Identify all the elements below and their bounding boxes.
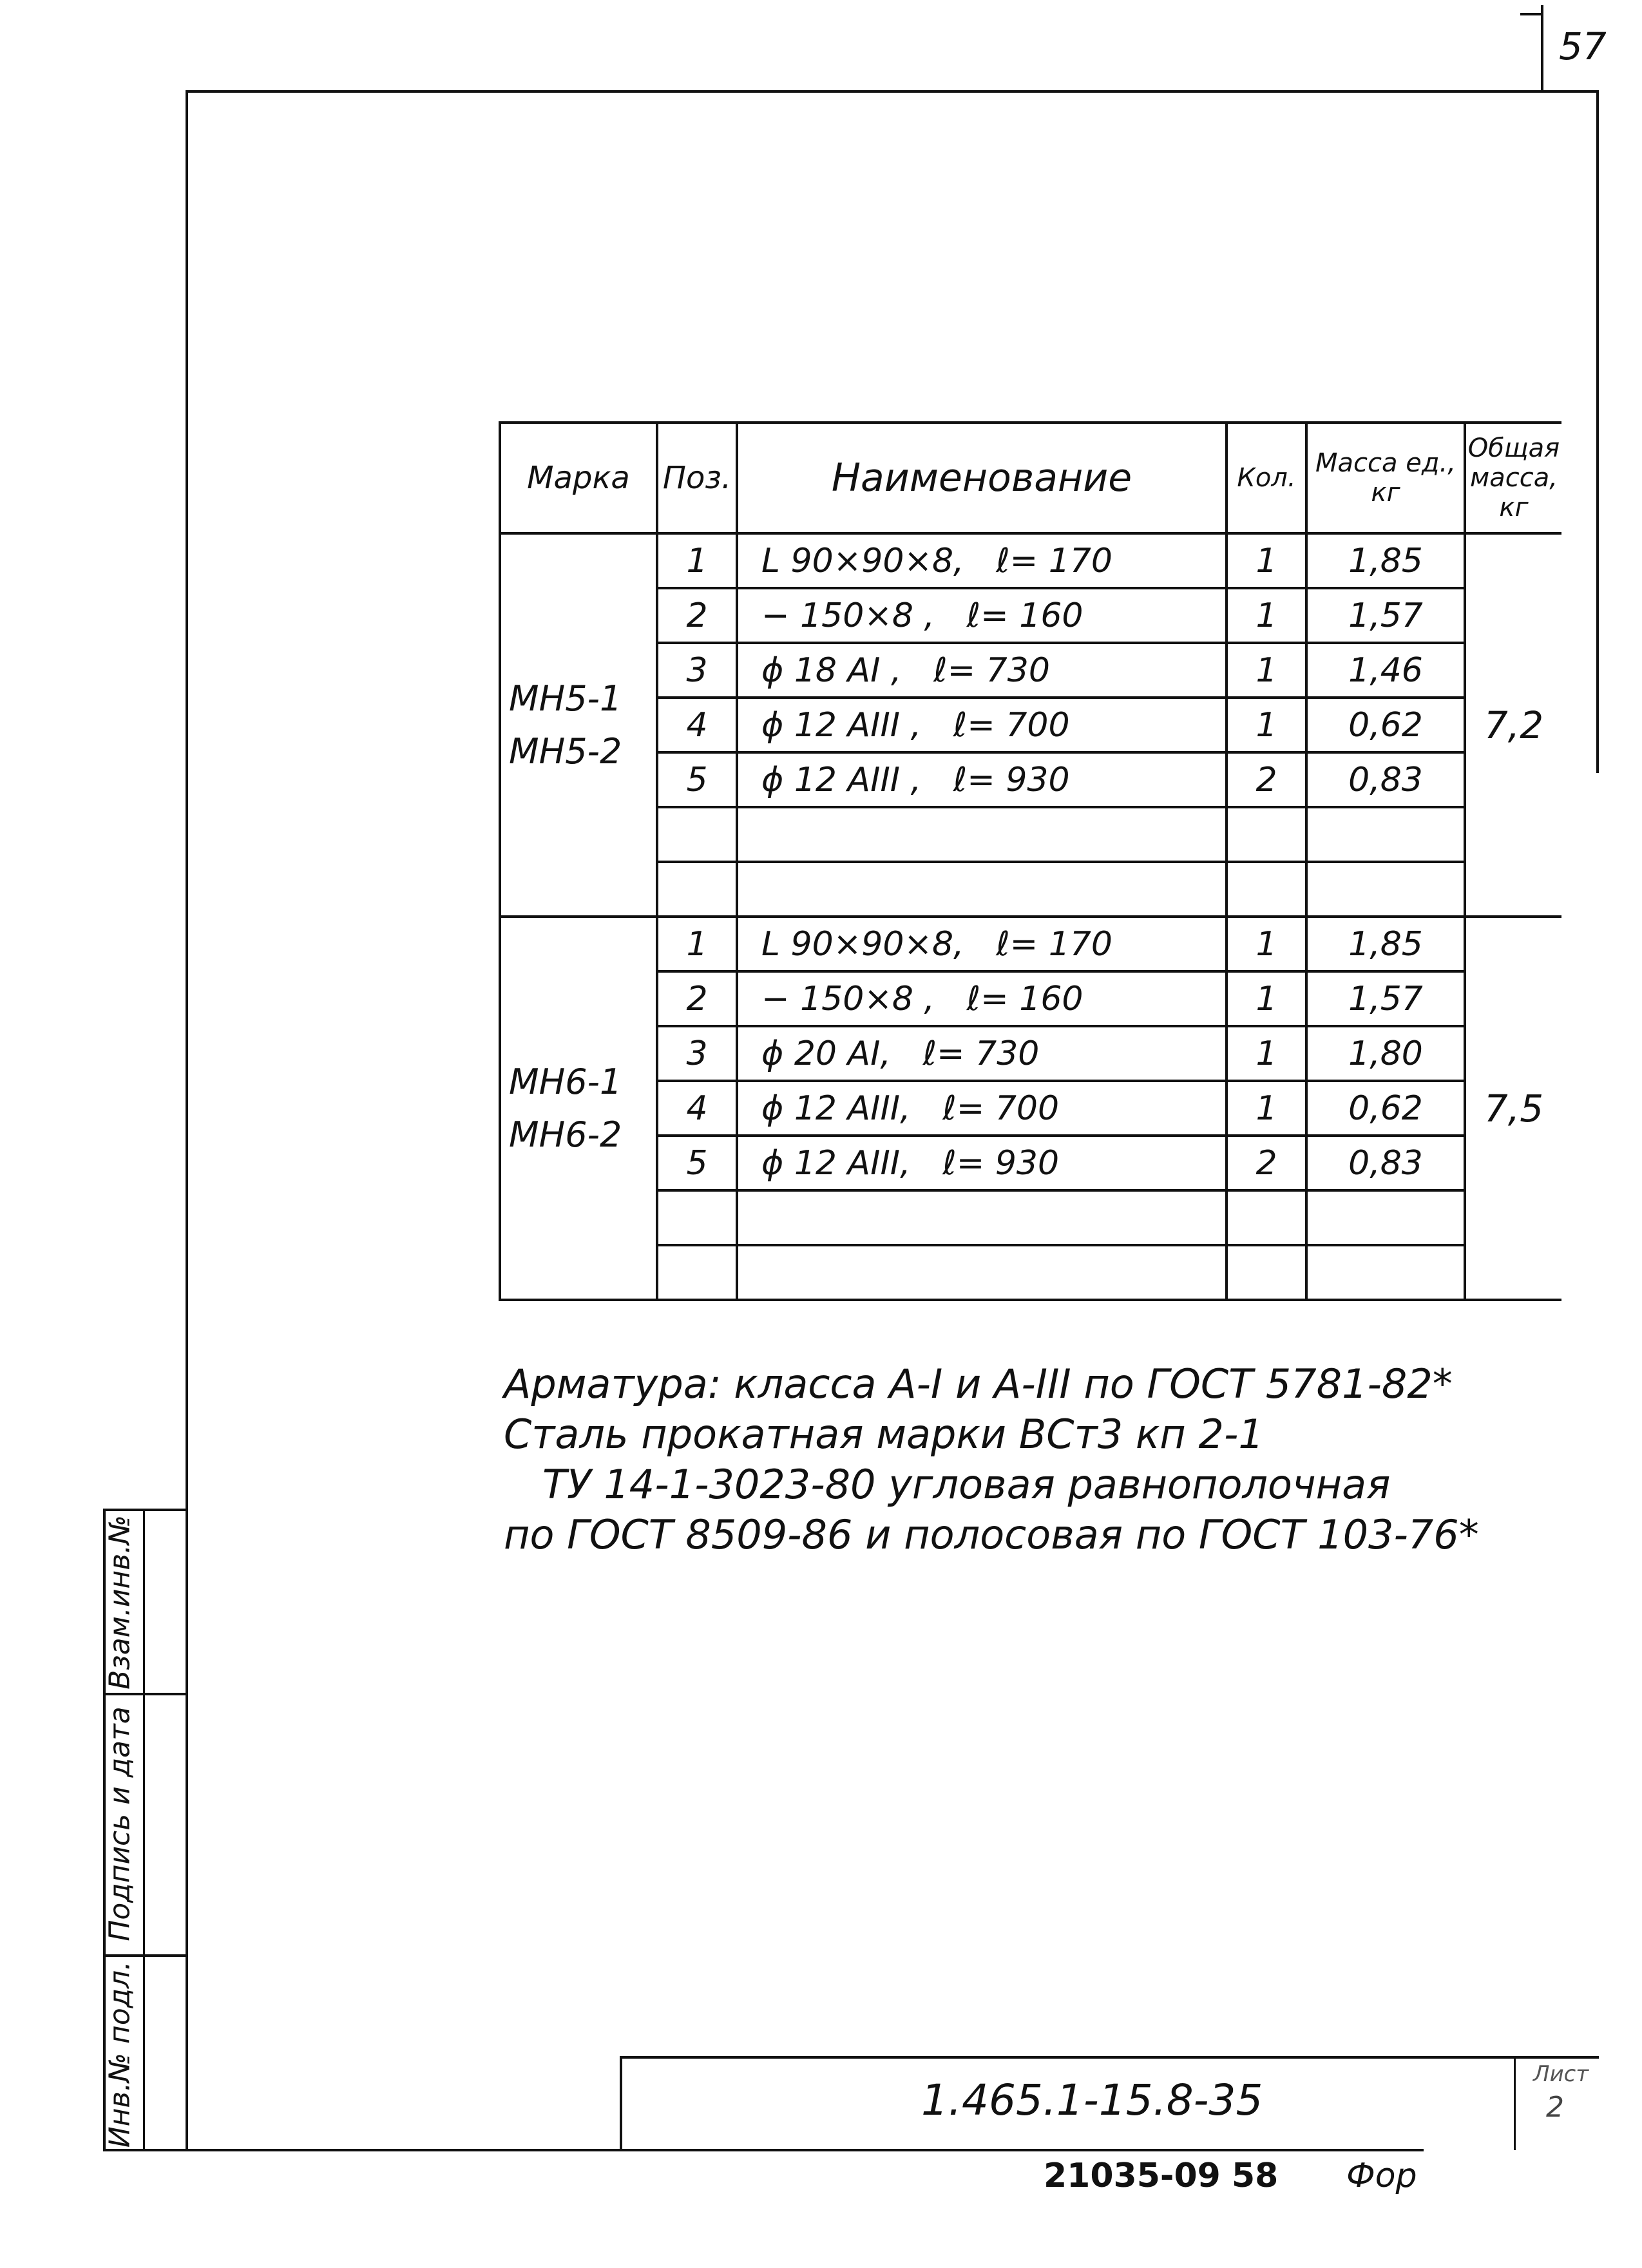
- table-row-empty: [500, 1245, 1561, 1300]
- empty-cell: [1306, 1190, 1465, 1245]
- title-block-left: [620, 2056, 622, 2150]
- row-pos: 4: [657, 1081, 737, 1136]
- row-mass: 1,85: [1306, 533, 1465, 588]
- table-row: [500, 1026, 1561, 1081]
- table-row-empty: [500, 862, 1561, 917]
- empty-cell: [657, 1190, 737, 1245]
- group-2-total: 7,5: [1465, 917, 1561, 1300]
- table-row: [500, 1136, 1561, 1190]
- row-mass: 0,83: [1306, 752, 1465, 807]
- side-stamp-replace-inv: Взам.инв.№: [103, 1515, 137, 1690]
- table-row: [500, 588, 1561, 643]
- note-line-3: ТУ 14-1-3023-80 угловая равнополочная: [542, 1461, 1391, 1508]
- empty-cell: [657, 807, 737, 862]
- table-row: [500, 752, 1561, 807]
- table-row: [500, 643, 1561, 698]
- header-unit-mass: Масса ед., кг: [1306, 423, 1465, 533]
- title-block-sheet-value: 2: [1546, 2091, 1564, 2124]
- row-mass: 0,62: [1306, 1081, 1465, 1136]
- row-pos: 3: [657, 1026, 737, 1081]
- side-stamp-inner-line: [143, 1509, 145, 2151]
- empty-cell: [1227, 807, 1306, 862]
- row-mass: 1,57: [1306, 971, 1465, 1026]
- frame-top: [187, 90, 1599, 93]
- row-name: L 90×90×8, ℓ= 170: [737, 917, 1227, 971]
- row-qty: 2: [1227, 1136, 1306, 1190]
- footer-code: 21035-09: [1044, 2157, 1221, 2195]
- row-mass: 1,46: [1306, 643, 1465, 698]
- row-pos: 3: [657, 643, 737, 698]
- drawing-designation: 1.465.1-15.8-35: [921, 2075, 1263, 2125]
- header-name: Наименование: [737, 423, 1227, 533]
- footer-number: 58: [1232, 2157, 1279, 2195]
- group-1-marks: [500, 533, 657, 917]
- group-1-mark-1: МН5-1: [509, 678, 622, 719]
- table-header-row: [500, 423, 1561, 533]
- table-row: [500, 533, 1561, 588]
- row-mass: 1,80: [1306, 1026, 1465, 1081]
- group-1-mark-2: МН5-2: [509, 730, 622, 772]
- title-block-top: [621, 2056, 1599, 2059]
- empty-cell: [1306, 862, 1465, 917]
- row-name: ϕ 12 AIII , ℓ= 930: [737, 752, 1227, 807]
- note-line-4: по ГОСТ 8509-86 и полосовая по ГОСТ 103-76*: [504, 1511, 1479, 1558]
- notes-block: [504, 1359, 1479, 1560]
- row-qty: 1: [1227, 1026, 1306, 1081]
- title-block-sheet-label: Лист: [1533, 2061, 1589, 2087]
- empty-cell: [1227, 862, 1306, 917]
- row-qty: 1: [1227, 698, 1306, 752]
- group-2-mark-2: МН6-2: [509, 1114, 622, 1155]
- table-row: [500, 971, 1561, 1026]
- table-row-empty: [500, 1190, 1561, 1245]
- header-pos: Поз.: [657, 423, 737, 533]
- row-name: ϕ 18 AI , ℓ= 730: [737, 643, 1227, 698]
- empty-cell: [737, 807, 1227, 862]
- row-qty: 1: [1227, 917, 1306, 971]
- empty-cell: [737, 862, 1227, 917]
- sheet-number-tick: [1520, 13, 1543, 15]
- row-mass: 1,85: [1306, 917, 1465, 971]
- row-mass: 1,57: [1306, 588, 1465, 643]
- row-qty: 1: [1227, 643, 1306, 698]
- row-qty: 1: [1227, 588, 1306, 643]
- sheet-number-divider: [1541, 5, 1543, 93]
- row-qty: 1: [1227, 1081, 1306, 1136]
- row-name: ϕ 20 AI, ℓ= 730: [737, 1026, 1227, 1081]
- row-pos: 1: [657, 917, 737, 971]
- row-name: ϕ 12 AIII, ℓ= 700: [737, 1081, 1227, 1136]
- frame-left: [186, 90, 188, 2151]
- table-row: [500, 698, 1561, 752]
- empty-cell: [1306, 807, 1465, 862]
- row-pos: 5: [657, 752, 737, 807]
- table-row-empty: [500, 807, 1561, 862]
- row-pos: 2: [657, 588, 737, 643]
- row-pos: 5: [657, 1136, 737, 1190]
- side-stamp-top-border: [103, 1509, 187, 1511]
- header-mark: Марка: [500, 423, 657, 533]
- row-name: ϕ 12 AIII, ℓ= 930: [737, 1136, 1227, 1190]
- side-stamp-inv-orig: Инв.№ подл.: [103, 1961, 137, 2148]
- row-name: ϕ 12 AIII , ℓ= 700: [737, 698, 1227, 752]
- group-2-marks: [500, 917, 657, 1300]
- row-pos: 1: [657, 533, 737, 588]
- side-stamp-sign-date: Подпись и дата: [103, 1706, 137, 1941]
- side-stamp-divider-1: [103, 1693, 187, 1695]
- empty-cell: [657, 862, 737, 917]
- note-line-1: Арматура: класса А-I и А-III по ГОСТ 5781-82*: [504, 1360, 1453, 1407]
- row-qty: 2: [1227, 752, 1306, 807]
- row-pos: 2: [657, 971, 737, 1026]
- table-row: [500, 917, 1561, 971]
- row-mass: 0,83: [1306, 1136, 1465, 1190]
- row-qty: 1: [1227, 971, 1306, 1026]
- header-qty: Кол.: [1227, 423, 1306, 533]
- footer-format: Фор: [1346, 2157, 1417, 2195]
- row-qty: 1: [1227, 533, 1306, 588]
- empty-cell: [737, 1190, 1227, 1245]
- specification-table: [499, 421, 1561, 1301]
- title-block-sheet-divider: [1514, 2056, 1516, 2150]
- empty-cell: [737, 1245, 1227, 1300]
- group-1-total: 7,2: [1465, 533, 1561, 917]
- row-mass: 0,62: [1306, 698, 1465, 752]
- sheet-number: 57: [1559, 24, 1607, 68]
- frame-right: [1596, 90, 1599, 773]
- header-total-mass: Общая масса, кг: [1465, 423, 1561, 533]
- row-name: − 150×8 , ℓ= 160: [737, 971, 1227, 1026]
- row-name: − 150×8 , ℓ= 160: [737, 588, 1227, 643]
- row-pos: 4: [657, 698, 737, 752]
- empty-cell: [1306, 1245, 1465, 1300]
- empty-cell: [1227, 1190, 1306, 1245]
- empty-cell: [1227, 1245, 1306, 1300]
- empty-cell: [657, 1245, 737, 1300]
- group-2-mark-1: МН6-1: [509, 1061, 622, 1102]
- table-row: [500, 1081, 1561, 1136]
- row-name: L 90×90×8, ℓ= 170: [737, 533, 1227, 588]
- note-line-2: Сталь прокатная марки ВСт3 кп 2-1: [504, 1411, 1264, 1458]
- frame-bottom: [103, 2149, 1424, 2151]
